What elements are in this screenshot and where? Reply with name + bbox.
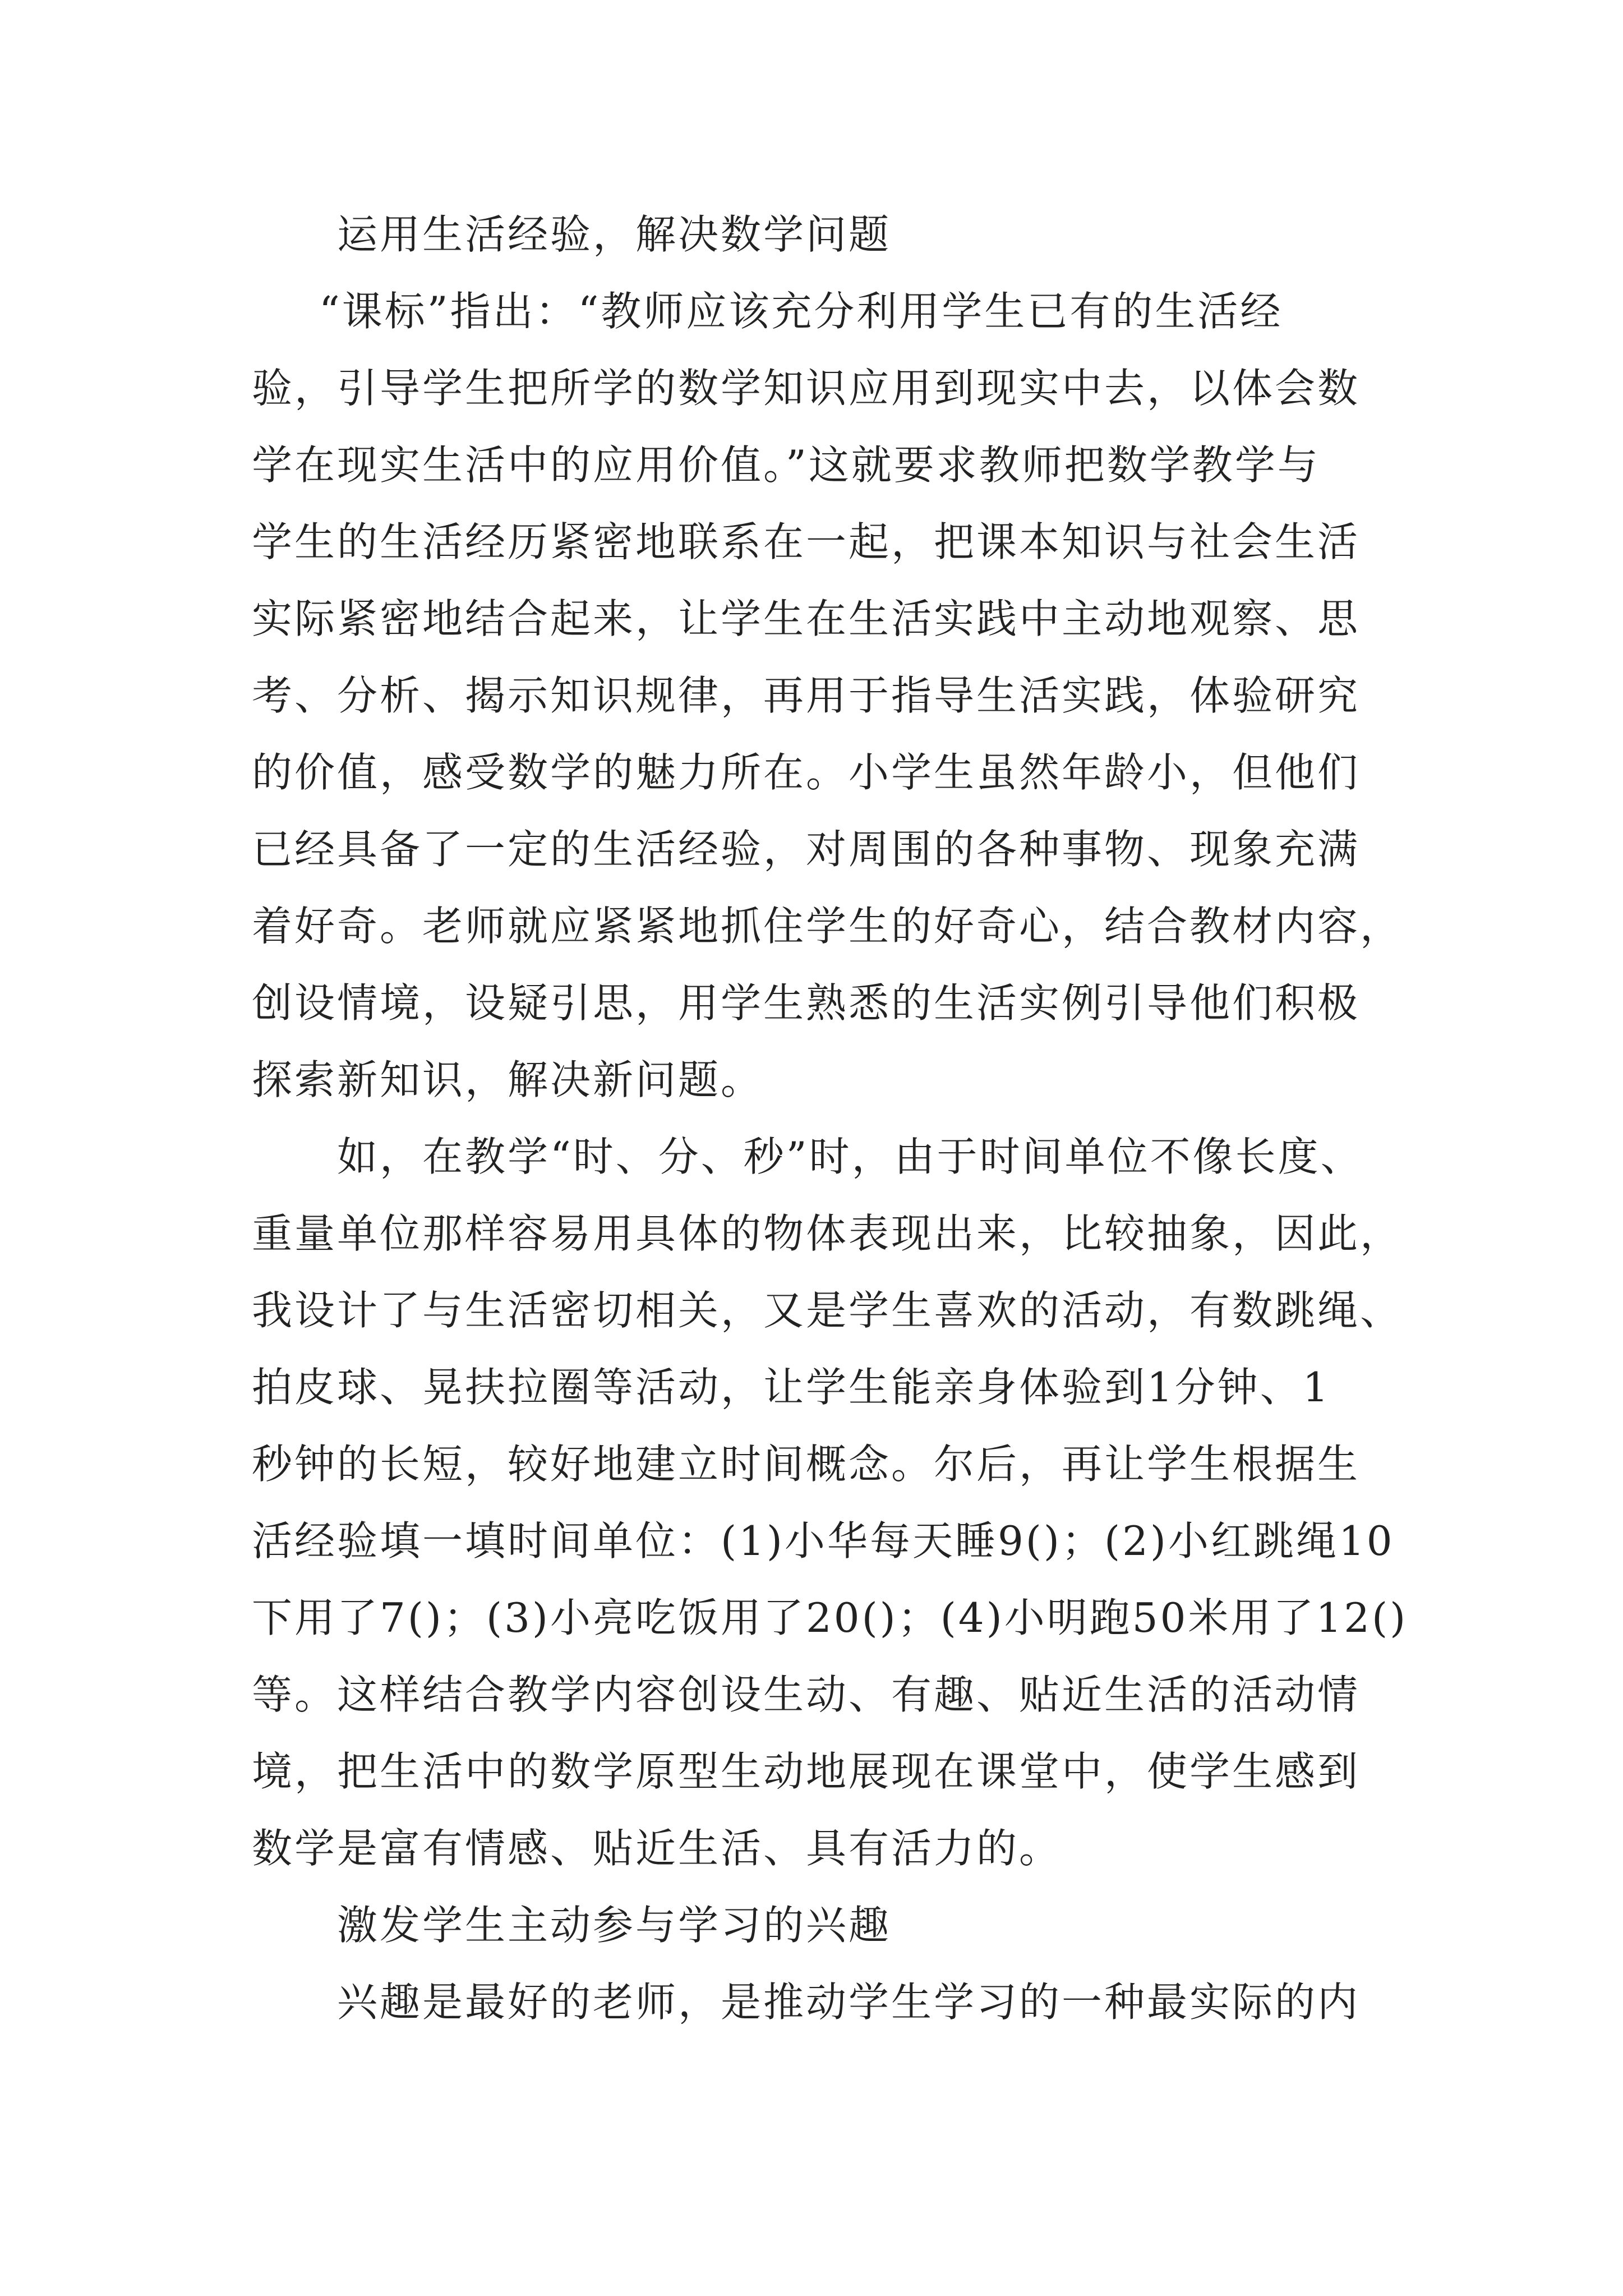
paragraph-line: 学在现实生活中的应用价值。”这就要求教师把数学教学与 <box>252 441 1320 489</box>
paragraph-line: 重量单位那样容易用具体的物体表现出来，比较抽象，因此， <box>252 1210 1403 1257</box>
paragraph-line: 境，把生活中的数学原型生动地展现在课堂中，使学生感到 <box>252 1748 1361 1795</box>
paragraph-line: 学生的生活经历紧密地联系在一起，把课本知识与社会生活 <box>252 518 1361 565</box>
paragraph-line: 如，在教学“时、分、秒”时，由于时间单位不像长度、 <box>337 1133 1363 1180</box>
paragraph-line: “课标”指出：“教师应该充分利用学生已有的生活经 <box>319 288 1283 335</box>
paragraph-line: 创设情境，设疑引思，用学生熟悉的生活实例引导他们积极 <box>252 979 1361 1027</box>
paragraph-line: 兴趣是最好的老师，是推动学生学习的一种最实际的内 <box>337 1978 1361 2026</box>
paragraph-line: 活经验填一填时间单位：(1)小华每天睡9()；(2)小红跳绳10 <box>252 1517 1395 1565</box>
paragraph-line: 探索新知识，解决新问题。 <box>252 1056 764 1103</box>
section-heading: 激发学生主动参与学习的兴趣 <box>337 1902 892 1949</box>
section-heading: 运用生活经验，解决数学问题 <box>337 211 892 258</box>
paragraph-line: 着好奇。老师就应紧紧地抓住学生的好奇心，结合教材内容， <box>252 903 1403 950</box>
paragraph-line: 等。这样结合教学内容创设生动、有趣、贴近生活的活动情 <box>252 1671 1361 1718</box>
paragraph-line: 的价值，感受数学的魅力所在。小学生虽然年龄小，但他们 <box>252 749 1361 796</box>
paragraph-line: 下用了7()；(3)小亮吃饭用了20()；(4)小明跑50米用了12() <box>252 1594 1408 1641</box>
paragraph-line: 秒钟的长短，较好地建立时间概念。尔后，再让学生根据生 <box>252 1441 1361 1488</box>
paragraph-line: 拍皮球、晃扶拉圈等活动，让学生能亲身体验到1分钟、1 <box>252 1364 1331 1411</box>
paragraph-line: 我设计了与生活密切相关，又是学生喜欢的活动，有数跳绳、 <box>252 1287 1403 1334</box>
paragraph-line: 实际紧密地结合起来，让学生在生活实践中主动地观察、思 <box>252 595 1361 642</box>
paragraph-line: 考、分析、揭示知识规律，再用于指导生活实践，体验研究 <box>252 672 1361 719</box>
paragraph-line: 验，引导学生把所学的数学知识应用到现实中去，以体会数 <box>252 365 1361 412</box>
body-text <box>252 196 1408 2041</box>
paragraph-line: 已经具备了一定的生活经验，对周围的各种事物、现象充满 <box>252 826 1361 873</box>
paragraph-line: 数学是富有情感、贴近生活、具有活力的。 <box>252 1825 1062 1872</box>
